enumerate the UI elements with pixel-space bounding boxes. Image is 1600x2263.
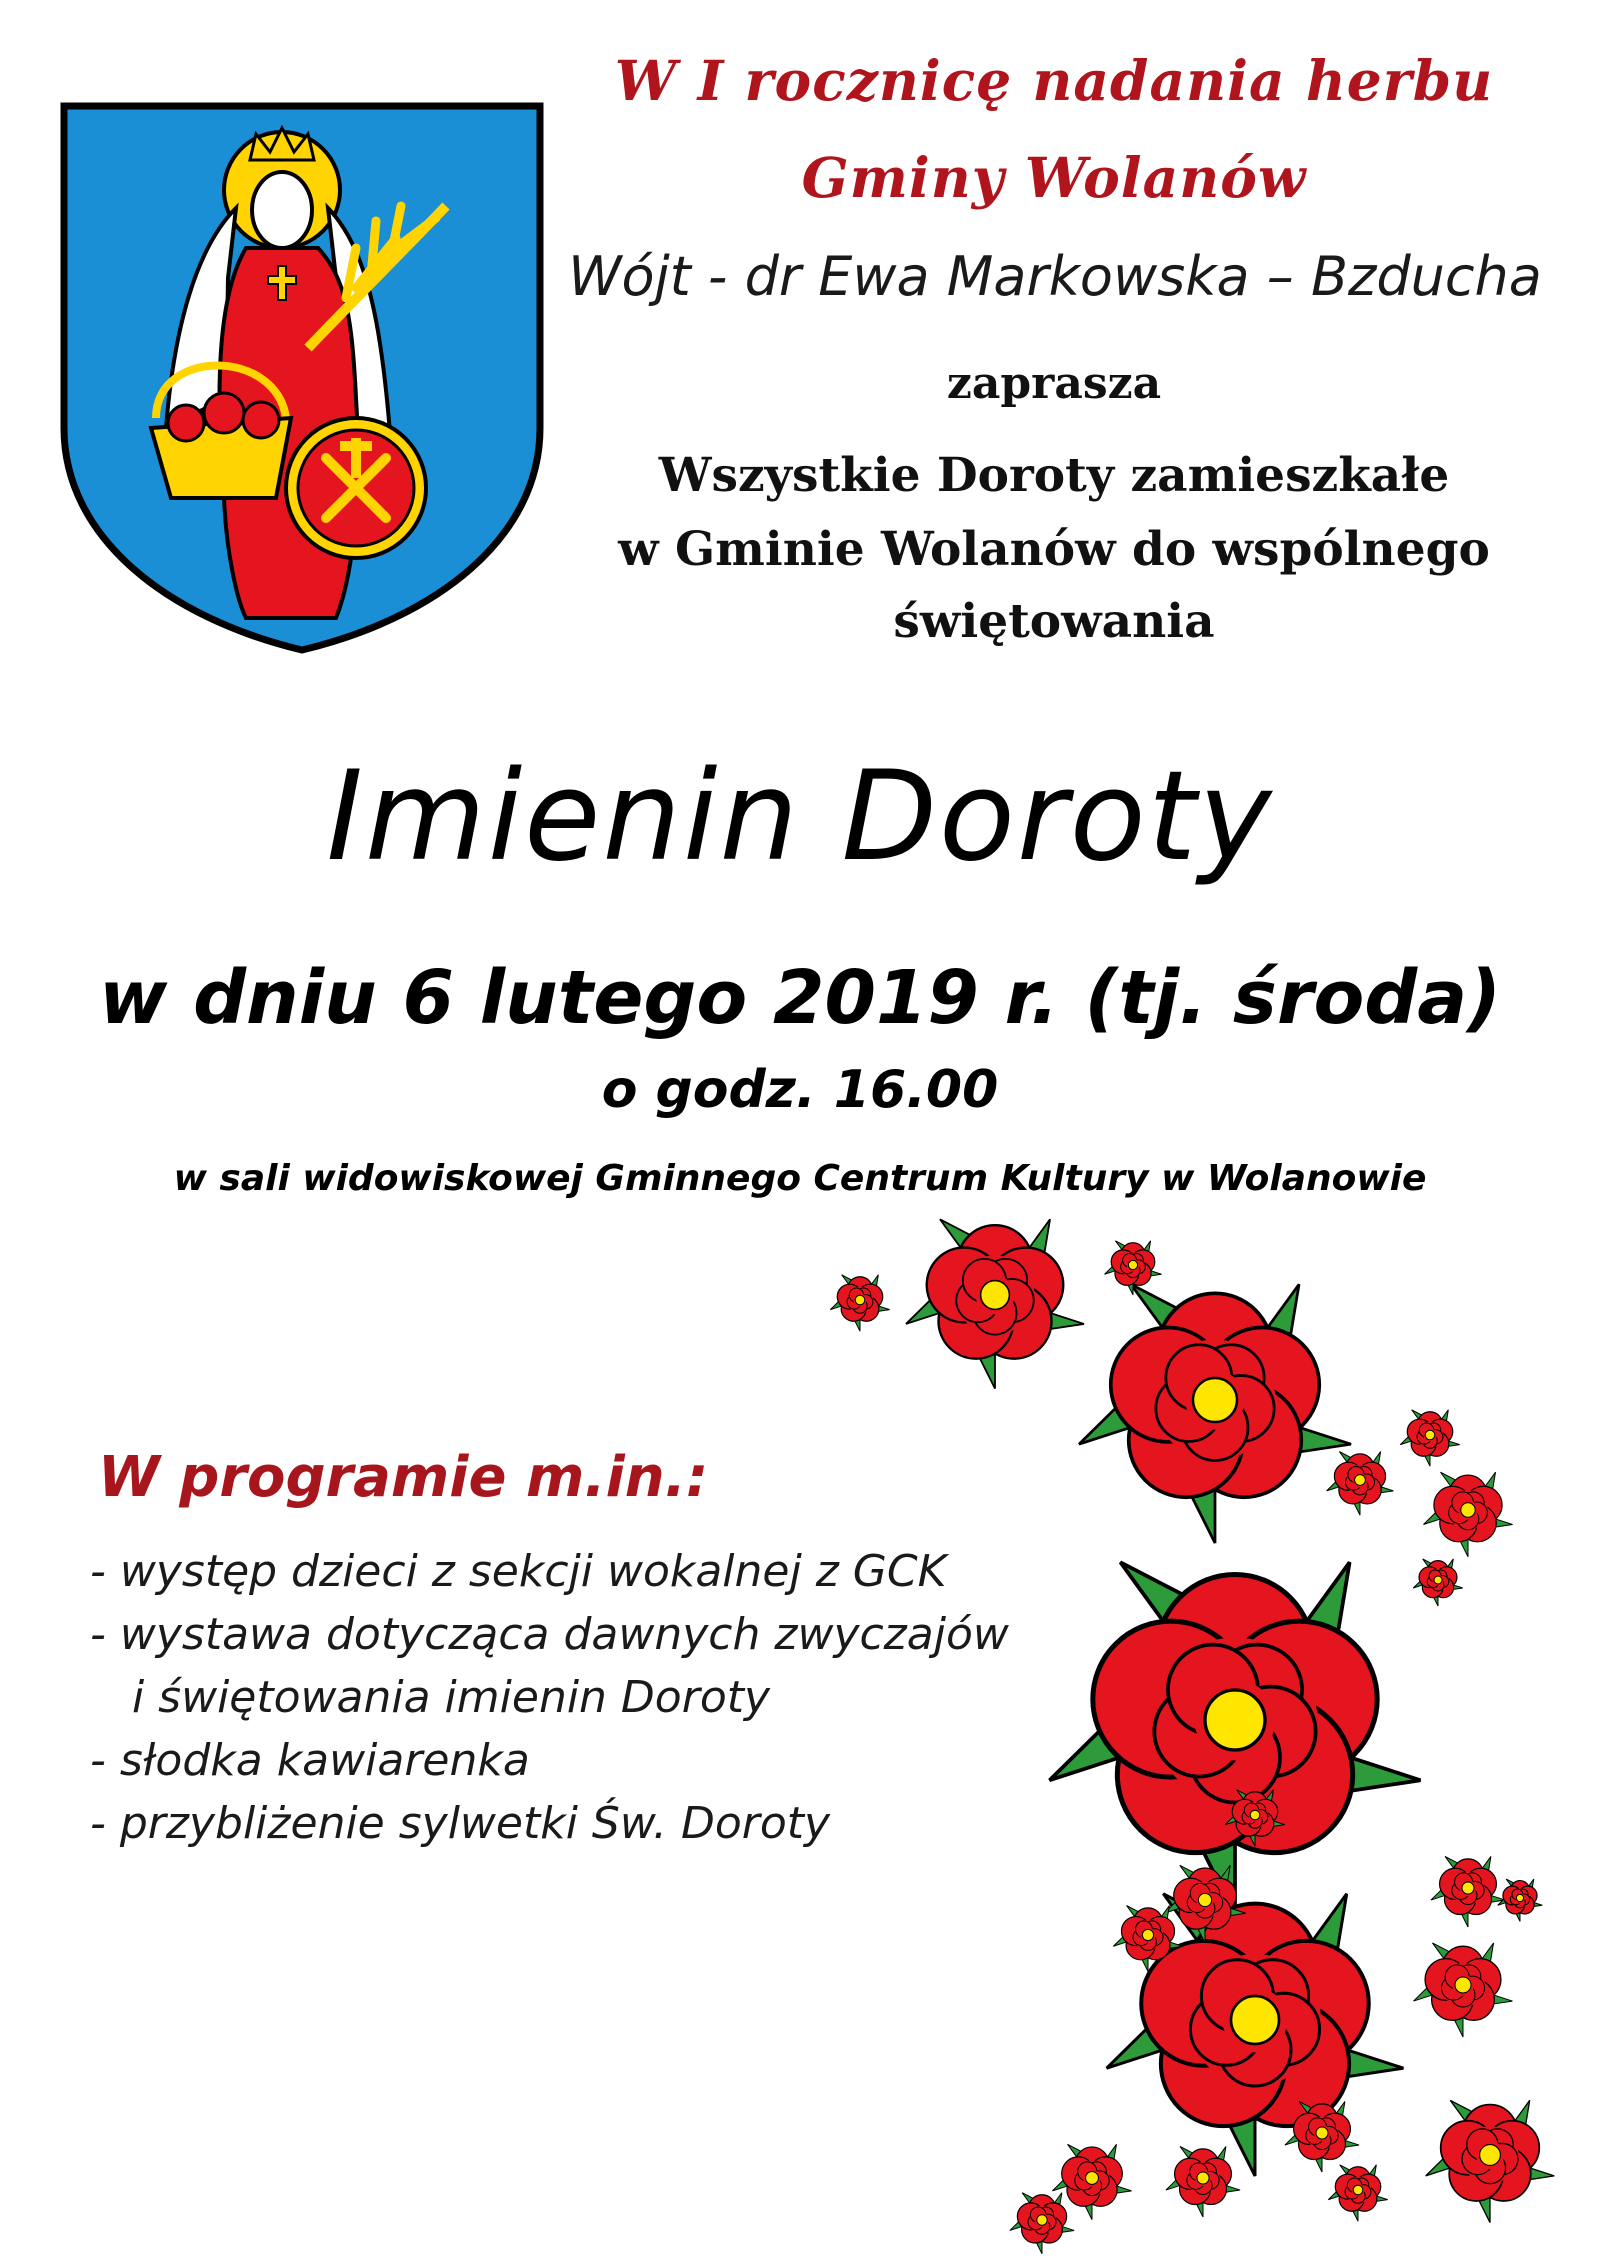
event-venue: w sali widowiskowej Gminnego Centrum Kultury w Wolanowie (173, 1158, 1427, 1199)
program-item: - występ dzieci z sekcji wokalnej z GCK (90, 1546, 947, 1597)
program-item: i świętowania imienin Doroty (90, 1672, 771, 1723)
rose-icon (1052, 2144, 1131, 2219)
rose-icon (1426, 2100, 1555, 2222)
rose-icon (1225, 1790, 1284, 1846)
rose-icon (1413, 1559, 1462, 1606)
rose-icon (1498, 1879, 1543, 1921)
program-heading: W programie m.in.: (98, 1445, 709, 1510)
event-time: o godz. 16.00 (601, 1060, 999, 1120)
invitees-line-3: świętowania (893, 594, 1215, 649)
rose-icon (1164, 1865, 1246, 1943)
program-item: - przybliżenie sylwetki Św. Doroty (90, 1798, 831, 1849)
rose-icon (1327, 1452, 1394, 1515)
invitees-line-1: Wszystkie Doroty zamieszkałe (658, 448, 1450, 503)
rose-icon (1105, 1241, 1162, 1295)
rose-icon (1079, 1284, 1351, 1543)
rose-icon (1166, 2146, 1240, 2217)
rose-icon (1113, 1906, 1182, 1972)
rose-icon (1328, 2165, 1387, 2221)
rose-icon (830, 1275, 889, 1331)
invites-word: zaprasza (946, 358, 1162, 409)
rose-icon (1431, 1856, 1505, 1927)
invitees-line-2: w Gminie Wolanów do wspólnego (618, 522, 1490, 577)
rose-icon (1010, 2193, 1074, 2254)
host-line: Wójt - dr Ewa Markowska – Bzducha (568, 245, 1542, 308)
event-title: Imienin Doroty (326, 745, 1274, 889)
rose-icon (1414, 1943, 1513, 2037)
rose-icon (1285, 2101, 1359, 2172)
program-item: - wystawa dotycząca dawnych zwyczajów (90, 1609, 1009, 1660)
coat-of-arms-emblem (56, 98, 548, 658)
rose-icon (1107, 1894, 1404, 2176)
rose-icon (1050, 1562, 1421, 1915)
anniversary-line-1: W I rocznicę nadania herbu (614, 48, 1494, 113)
program-list (90, 1540, 1009, 1855)
anniversary-line-2: Gminy Wolanów (801, 145, 1307, 210)
rose-icon (1423, 1472, 1512, 1557)
rose-icon (906, 1219, 1084, 1388)
event-date: w dniu 6 lutego 2019 r. (tj. środa) (98, 955, 1502, 1041)
program-item: - słodka kawiarenka (90, 1735, 530, 1786)
rose-icon (1400, 1410, 1459, 1466)
